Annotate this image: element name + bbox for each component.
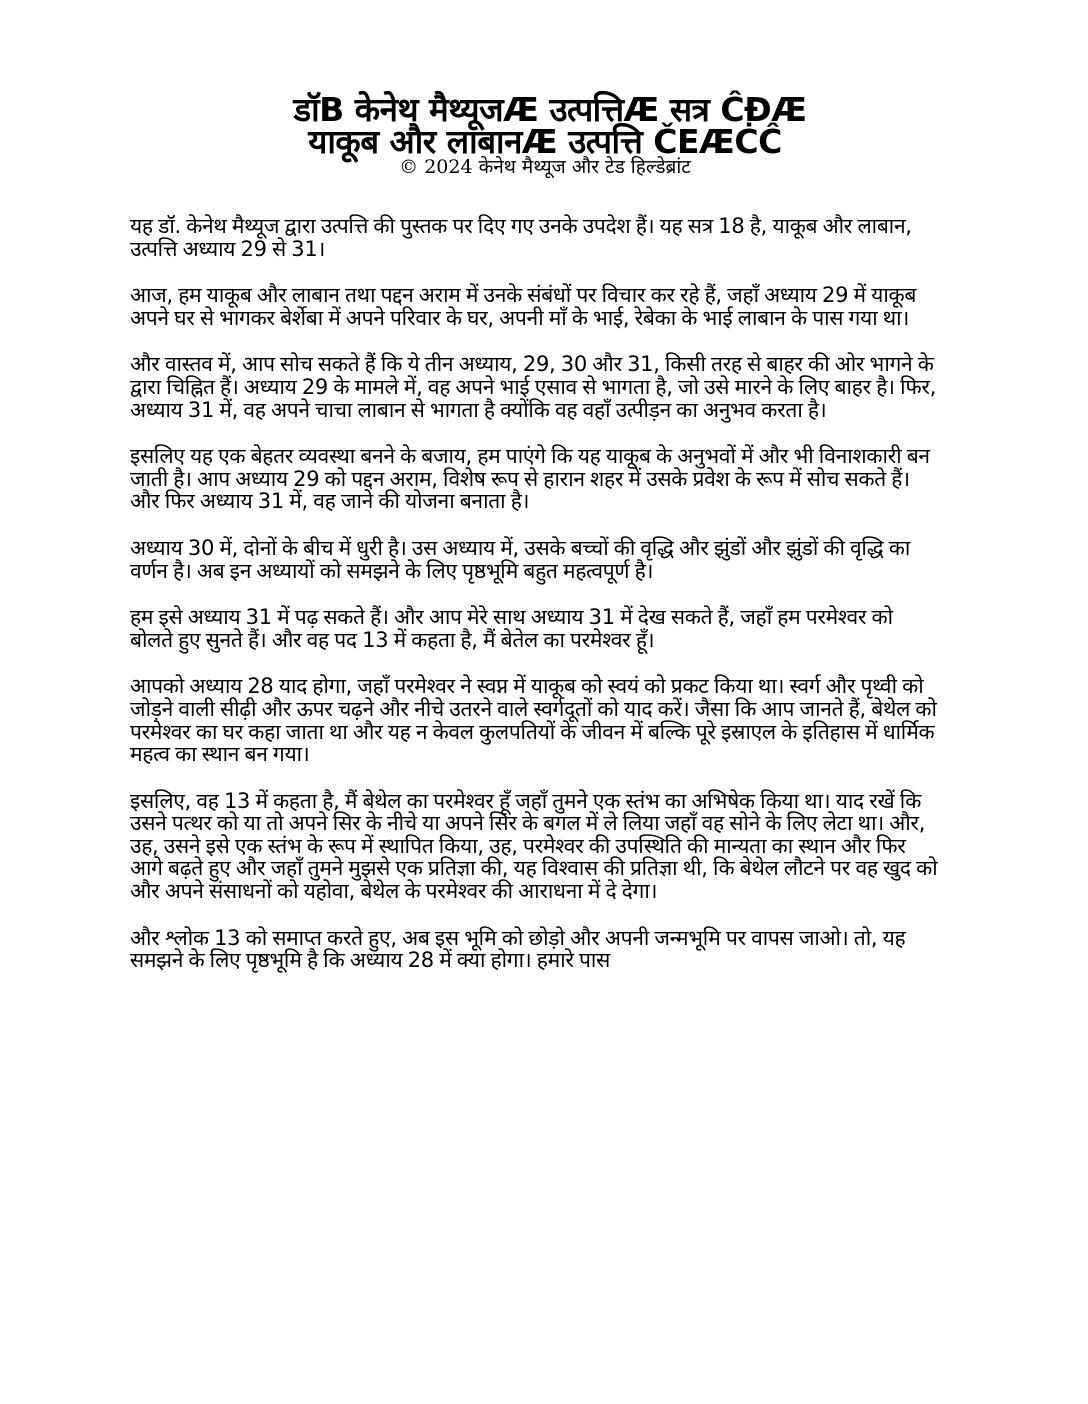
copyright-notice: © 2024 केनेथ मैथ्यूज और टेड हिल्डेब्रांट xyxy=(399,156,691,178)
paragraph: यह डॉ. केनेथ मैथ्यूज द्वारा उत्पत्ति की पुस्तक पर दिए गए उनके उपदेश हैं। यह सत्र 18 है, याकूब और लाबान, उत्पत्ति अध्याय 29 से 31। xyxy=(130,214,912,261)
body-text xyxy=(130,215,940,996)
paragraph: हम इसे अध्याय 31 में पढ़ सकते हैं। और आप मेरे साथ अध्याय 31 में देख सकते हैं, जहाँ हम परमेश्वर को बोलते हुए सुनते हैं। और वह पद 13 में कहता है, मैं बेतेल का परमेश्वर हूँ। xyxy=(130,605,893,652)
paragraph: अध्याय 30 में, दोनों के बीच में धुरी है। उस अध्याय में, उसके बच्चों की वृद्धि और झुंडों और झुंडों की वृद्धि का वर्णन है। अब इन अध्यायों को समझने के लिए पृष्ठभूमि बहुत महत्वपूर्ण है। xyxy=(130,535,910,583)
paragraph: इसलिए, वह 13 में कहता है, मैं बेथेल का परमेश्वर हूँ जहाँ तुमने एक स्तंभ का अभिषेक किया था। याद रखें कि उसने पत्थर को या तो अपने सिर के नीचे या अपने सिर के बगल में ले लिया जहाँ वह सोने के लिए लेटा था। और, उह, उसने इसे एक स्तंभ के रूप में स्थापित किया, उह, परमेश्वर की उपस्थिति की मान्यता का स्थान और फिर आगे बढ़ते हुए और जहाँ तुमने मुझसे एक प्रतिज्ञा की, यह विश्वास की प्रतिज्ञा थी, कि बेथेल लौटने पर वह खुद को और अपने संसाधनों को यहोवा, बेथेल के परमेश्वर की आराधना में दे देगा। xyxy=(130,788,938,904)
title-block xyxy=(130,92,960,178)
document-title: डॉB केनेथ मैथ्यूजÆ उत्पत्तिÆ सत्र ĈĐÆ xyxy=(293,90,807,129)
document-subtitle: याकूब और लाबानÆ उत्पत्ति ČEÆĊĈ xyxy=(308,122,782,161)
paragraph: आज, हम याकूब और लाबान तथा पद्दन अराम में उनके संबंधों पर विचार कर रहे हैं, जहाँ अध्याय 29 में याकूब अपने घर से भागकर बेर्शेबा में अपने परिवार के घर, अपनी माँ के भाई, रेबेका के भाई लाबान के पास गया था। xyxy=(130,283,917,330)
paragraph: इसलिए यह एक बेहतर व्यवस्था बनने के बजाय, हम पाएंगे कि यह याकूब के अनुभवों में और भी विनाशकारी बन जाती है। आप अध्याय 29 को पद्दन अराम, विशेष रूप से हारान शहर में उसके प्रवेश के रूप में सोच सकते हैं। और फिर अध्याय 31 में, वह जाने की योजना बनाता है। xyxy=(130,444,930,514)
paragraph: और श्लोक 13 को समाप्त करते हुए, अब इस भूमि को छोड़ो और अपनी जन्मभूमि पर वापस जाओ। तो, यह समझने के लिए पृष्ठभूमि है कि अध्याय 28 में क्या होगा। हमारे पास xyxy=(130,925,906,973)
paragraph: आपको अध्याय 28 याद होगा, जहाँ परमेश्वर ने स्वप्न में याकूब को स्वयं को प्रकट किया था। स्वर्ग और पृथ्वी को जोड़ने वाली सीढ़ी और ऊपर चढ़ने और नीचे उतरने वाले स्वर्गदूतों को याद करें। जैसा कि आप जानते हैं, बेथेल को परमेश्वर का घर कहा जाता था और यह न केवल कुलपतियों के जीवन में बल्कि पूरे इस्राएल के इतिहास में धार्मिक महत्व का स्थान बन गया। xyxy=(130,674,937,767)
paragraph: और वास्तव में, आप सोच सकते हैं कि ये तीन अध्याय, 29, 30 और 31, किसी तरह से बाहर की ओर भागने के द्वारा चिह्नित हैं। अध्याय 29 के मामले में, वह अपने भाई एसाव से भागता है, जो उसे मारने के लिए बाहर है। फिर, अध्याय 31 में, वह अपने चाचा लाबान से भागता है क्योंकि वह वहाँ उत्पीड़न का अनुभव करता है। xyxy=(130,352,937,422)
